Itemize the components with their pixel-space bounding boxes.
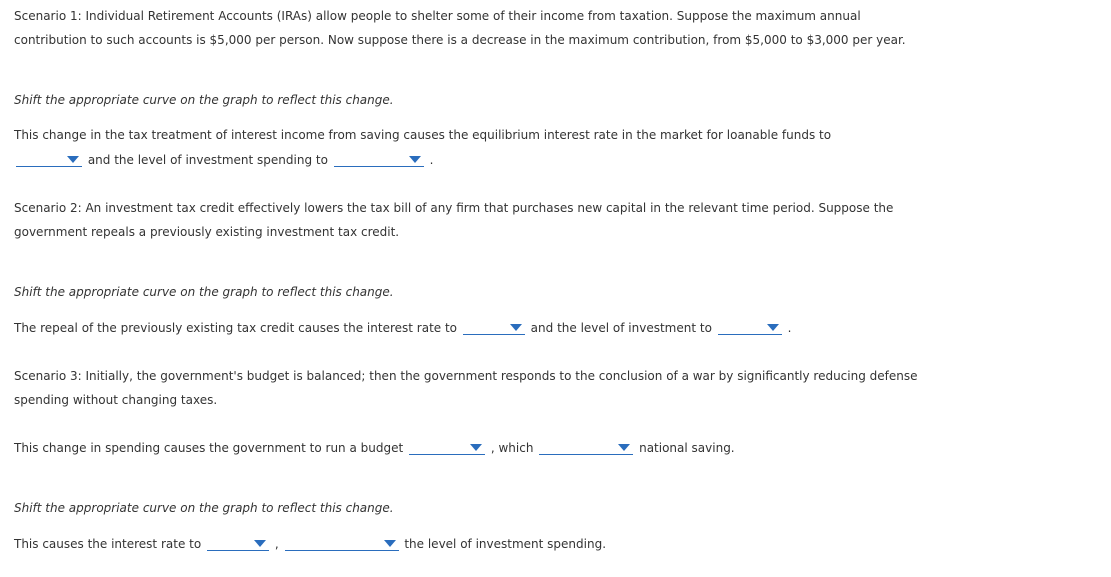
scenario2-instruction: Shift the appropriate curve on the graph to reflect this change. [14,285,394,299]
scenario1-interest-rate-dropdown[interactable] [16,152,82,167]
chevron-down-icon [384,540,396,547]
chevron-down-icon [470,444,482,451]
scenario2-text-line2: government repeals a previously existing investment tax credit. [14,225,400,239]
scenario3-question2 [14,536,606,552]
scenario3-text-line1: Scenario 3: Initially, the government's budget is balanced; then the government responds to the conclusion of a war by significantly reducing defense [14,369,918,383]
scenario3-saving-dropdown[interactable] [539,440,633,455]
scenario3-question1 [14,440,735,456]
scenario3-investment-dropdown[interactable] [285,536,399,551]
scenario1-instruction: Shift the appropriate curve on the graph to reflect this change. [14,93,394,107]
scenario1-question-line2 [14,152,433,168]
scenario2-question-end: . [787,321,792,335]
scenario3-question1-mid: , which [490,441,534,455]
scenario1-investment-dropdown[interactable] [334,152,424,167]
scenario3-question2-mid: , [274,537,279,551]
scenario3-budget-dropdown[interactable] [409,440,485,455]
scenario1-question-line1: This change in the tax treatment of interest income from saving causes the equilibrium interest rate in the market for loanable funds to [14,128,832,142]
scenario2-question-mid: and the level of investment to [530,321,712,335]
chevron-down-icon [510,324,522,331]
chevron-down-icon [767,324,779,331]
scenario3-interest-rate-dropdown[interactable] [207,536,269,551]
scenario2-interest-rate-dropdown[interactable] [463,320,525,335]
chevron-down-icon [618,444,630,451]
scenario3-question1-start: This change in spending causes the government to run a budget [14,441,404,455]
scenario3-question2-start: This causes the interest rate to [14,537,202,551]
scenario3-question2-end: the level of investment spending. [404,537,607,551]
scenario2-question-start: The repeal of the previously existing tax credit causes the interest rate to [14,321,458,335]
chevron-down-icon [409,156,421,163]
scenario3-text-line2: spending without changing taxes. [14,393,218,407]
scenario1-text-line1: Scenario 1: Individual Retirement Accounts (IRAs) allow people to shelter some of their income from taxation. Suppose the maximum annual [14,9,861,23]
scenario1-question-end: . [429,153,434,167]
chevron-down-icon [67,156,79,163]
scenario2-investment-dropdown[interactable] [718,320,782,335]
scenario1-text-line2: contribution to such accounts is $5,000 per person. Now suppose there is a decrease in the maximum contribution, from $5,000 to $3,000 per year. [14,33,906,47]
scenario3-instruction: Shift the appropriate curve on the graph to reflect this change. [14,501,394,515]
scenario2-text-line1: Scenario 2: An investment tax credit effectively lowers the tax bill of any firm that purchases new capital in the relevant time period. Suppose the [14,201,894,215]
scenario2-question [14,320,791,336]
chevron-down-icon [254,540,266,547]
scenario1-question-mid: and the level of investment spending to [87,153,328,167]
scenario3-question1-end: national saving. [639,441,735,455]
